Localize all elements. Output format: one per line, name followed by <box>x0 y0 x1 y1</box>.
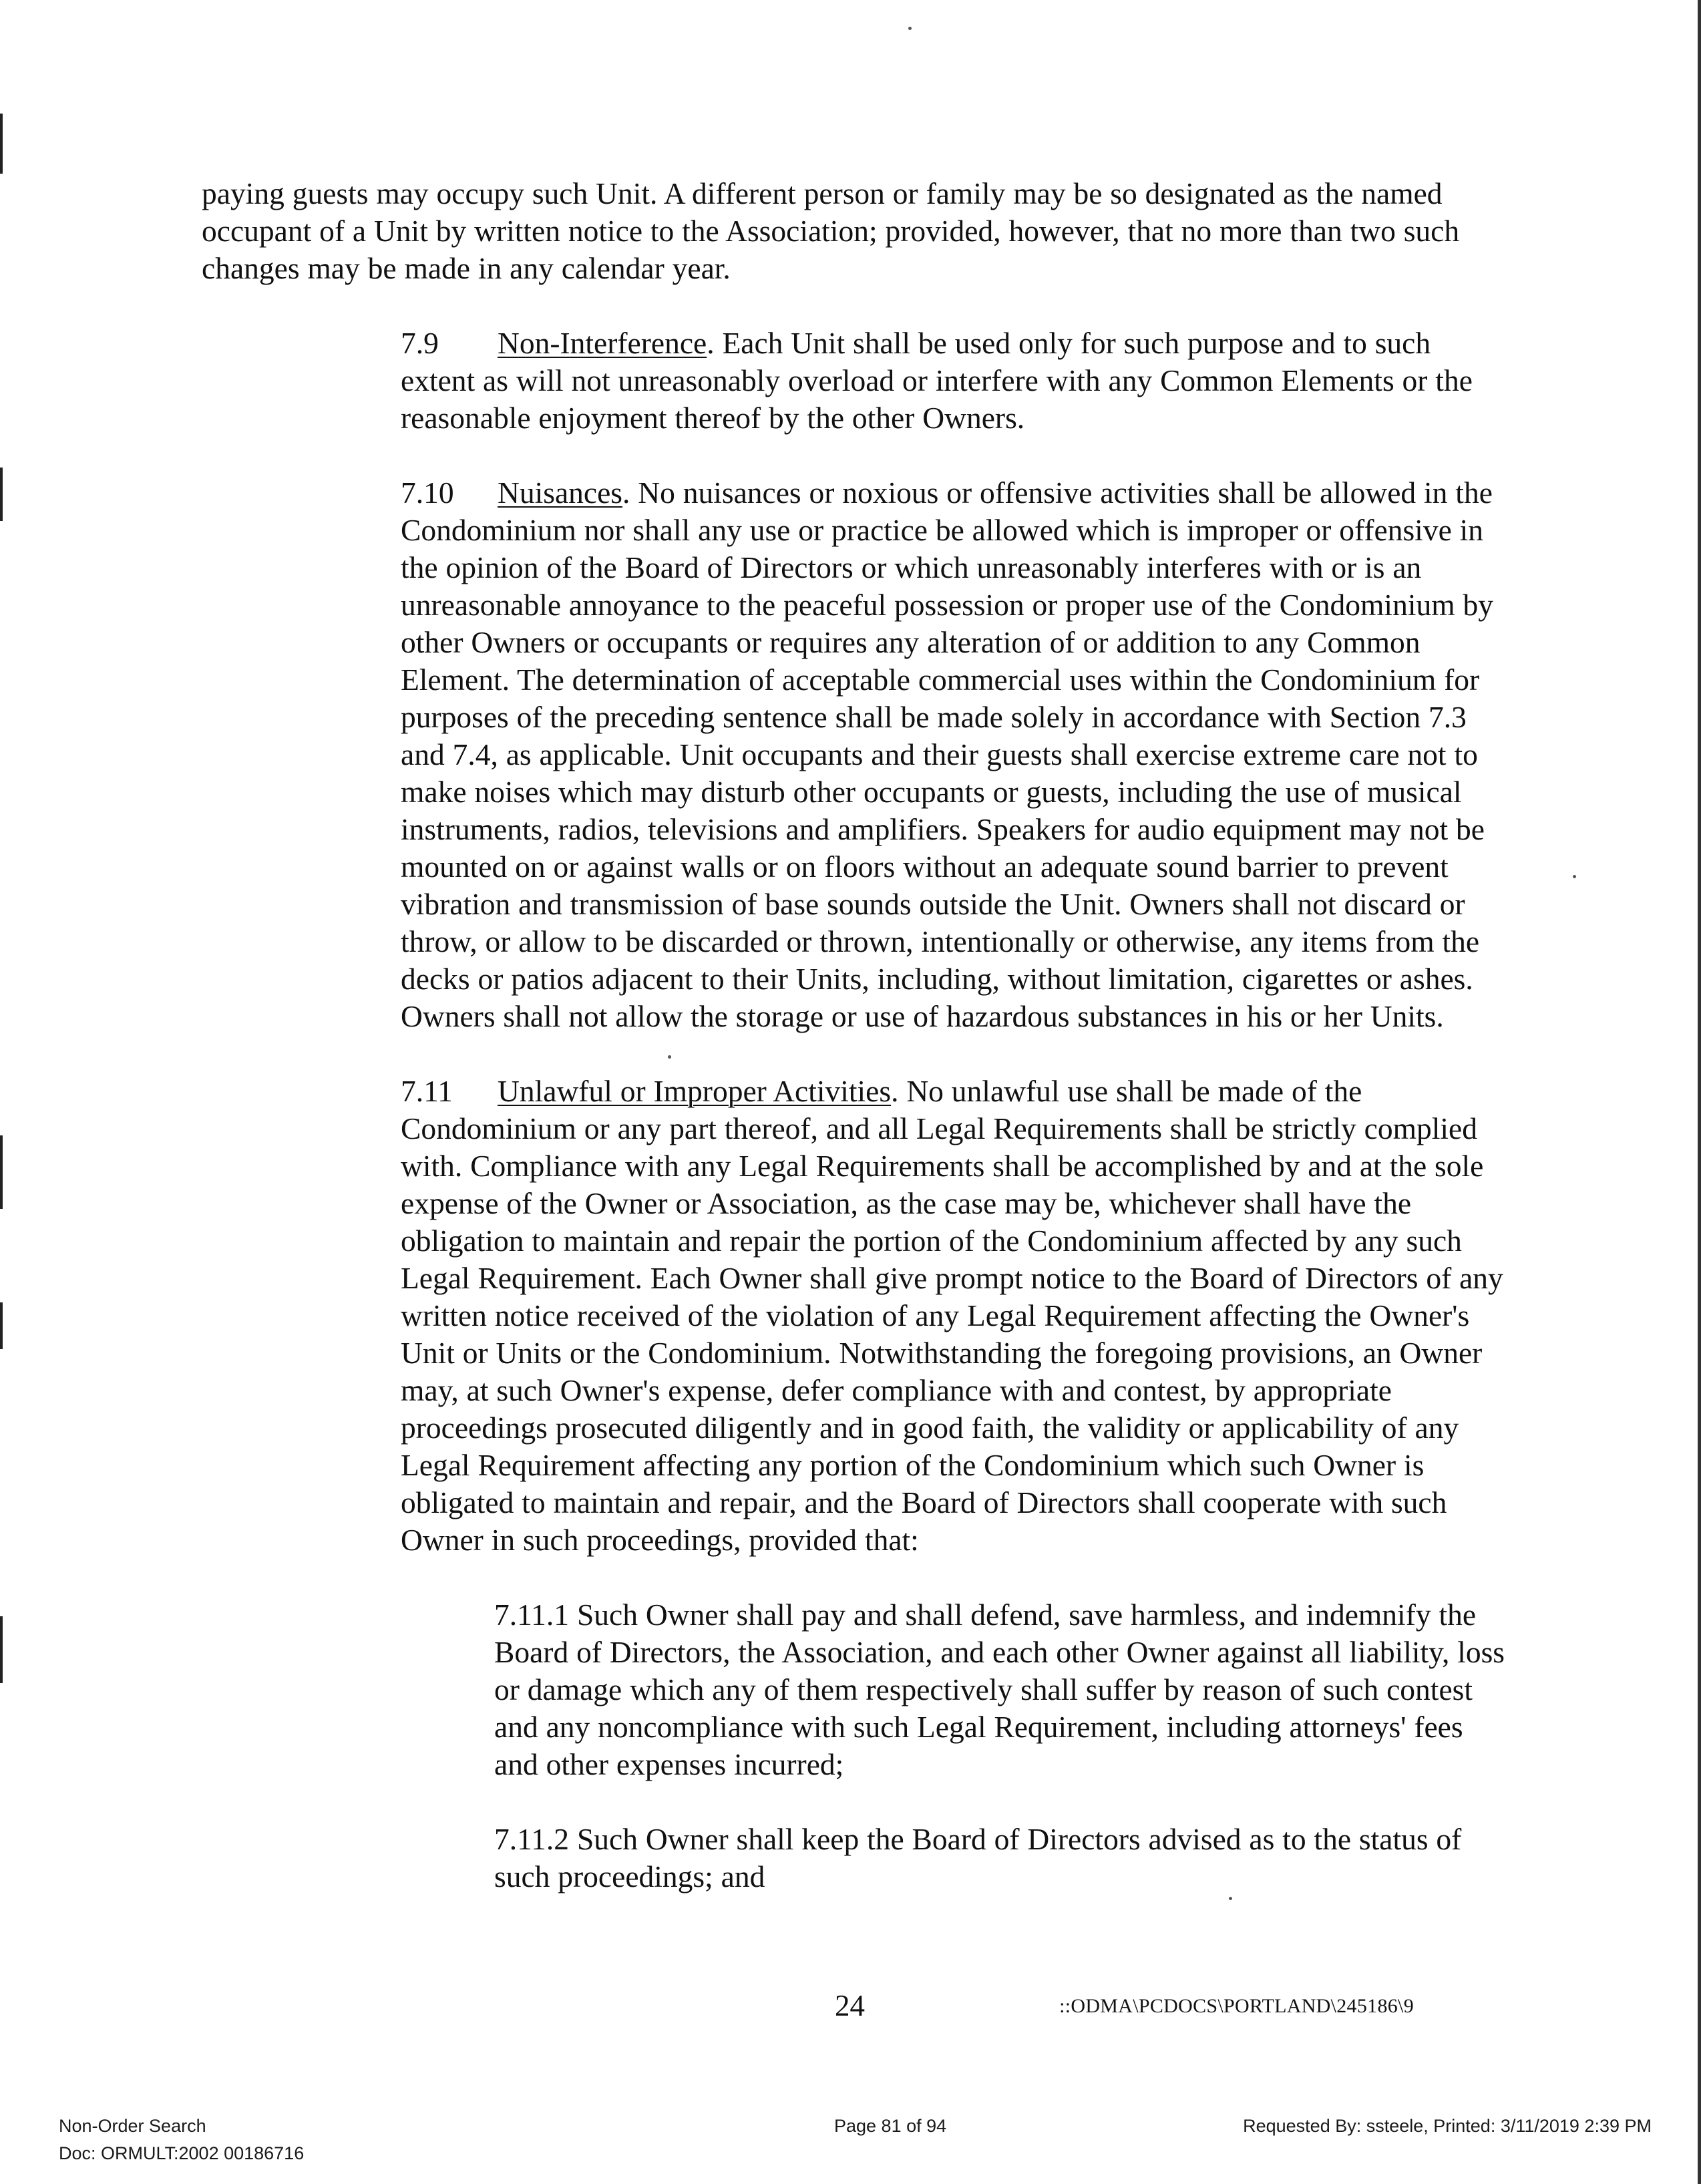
footer-requested-by: Requested By: ssteele, Printed: 3/11/2019 2:39 PM <box>1243 2116 1652 2136</box>
footer-search-type: Non-Order Search <box>59 2116 206 2136</box>
scan-right-border <box>1698 0 1701 2184</box>
subsection-number: 7.11.2 <box>494 1822 570 1856</box>
section-7-10 <box>202 474 1511 1035</box>
scan-edge-mark <box>0 1616 3 1683</box>
scan-edge-mark <box>0 1135 3 1209</box>
scan-speck <box>1229 1897 1232 1900</box>
section-heading: Non-Interference <box>498 326 707 360</box>
footer-doc-id: Doc: ORMULT:2002 00186716 <box>59 2143 305 2163</box>
section-7-9 <box>202 325 1511 437</box>
scan-edge-mark <box>0 468 3 521</box>
section-7-11 <box>202 1073 1511 1559</box>
scan-speck <box>668 1055 671 1059</box>
section-number: 7.9 <box>401 326 439 360</box>
section-number: 7.10 <box>401 476 454 510</box>
section-heading: Nuisances <box>498 476 622 510</box>
document-body <box>202 175 1511 1895</box>
subsection-7-11-2 <box>202 1821 1511 1895</box>
footer-page-count: Page 81 of 94 <box>834 2116 947 2136</box>
subsection-text: Such Owner shall keep the Board of Directors advised as to the status of such proceedings; and <box>494 1822 1462 1893</box>
page-number: 24 <box>835 1989 865 2022</box>
paragraph-continuation <box>202 175 1511 287</box>
scan-edge-mark <box>0 114 3 174</box>
section-text: . Each Unit shall be used only for such purpose and to such extent as will not unreasonably overload or interfere with any Common Elements or the reasonable enjoyment thereof by the other Owners. <box>401 326 1473 435</box>
section-text: . No nuisances or noxious or offensive activities shall be allowed in the Condominium nor shall any use or practice be allowed which is improper or offensive in the opinion of the Board of Directors or which unreasonably interferes with or is an unreasonable annoyance to the peaceful possession or proper use of the Condominium by other Owners or occupants or requires any alteration of or addition to any Common Element. The determination of acceptable commercial uses within the Condominium for purposes of the preceding sentence shall be made solely in accordance with Section 7.3 and 7.4, as applicable. Unit occupants and their guests shall exercise extreme care not to make noises which may disturb other occupants or guests, including the use of musical instruments, radios, televisions and amplifiers. Speakers for audio equipment may not be mounted on or against walls or on floors without an adequate sound barrier to prevent vibration and transmission of base sounds outside the Unit. Owners shall not discard or throw, or allow to be discarded or thrown, intentionally or otherwise, any items from the decks or patios adjacent to their Units, including, without limitation, cigarettes or ashes. Owners shall not allow the storage or use of hazardous substances in his or her Units. <box>401 476 1493 1033</box>
scan-edge-mark <box>0 1302 3 1349</box>
section-heading: Unlawful or Improper Activities <box>498 1074 892 1108</box>
subsection-number: 7.11.1 <box>494 1598 570 1632</box>
scan-speck <box>1573 875 1576 878</box>
subsection-text: Such Owner shall pay and shall defend, save harmless, and indemnify the Board of Directors, the Association, and each other Owner against all liability, loss or damage which any of them respectively shall suffer by reason of such contest and any noncompliance with such Legal Requirement, including attorneys' fees and other expenses incurred; <box>494 1598 1505 1781</box>
document-path: ::ODMA\PCDOCS\PORTLAND\245186\9 <box>1059 1995 1414 2017</box>
section-number: 7.11 <box>401 1074 453 1108</box>
subsection-7-11-1 <box>202 1596 1511 1783</box>
paragraph-text: paying guests may occupy such Unit. A different person or family may be so designated as the named occupant of a Unit by written notice to the Association; provided, however, that no more than two such changes may be made in any calendar year. <box>202 176 1460 285</box>
section-text: . No unlawful use shall be made of the Condominium or any part thereof, and all Legal Requirements shall be strictly complied with. Compliance with any Legal Requirements shall be accomplished by and at the sole expense of the Owner or Association, as the case may be, whichever shall have the obligation to maintain and repair the portion of the Condominium affected by any such Legal Requirement. Each Owner shall give prompt notice to the Board of Directors of any written notice received of the violation of any Legal Requirement affecting the Owner's Unit or Units or the Condominium. Notwithstanding the foregoing provisions, an Owner may, at such Owner's expense, defer compliance with and contest, by appropriate proceedings prosecuted diligently and in good faith, the validity or applicability of any Legal Requirement affecting any portion of the Condominium which such Owner is obligated to maintain and repair, and the Board of Directors shall cooperate with such Owner in such proceedings, provided that: <box>401 1074 1503 1557</box>
scan-speck <box>908 27 912 30</box>
